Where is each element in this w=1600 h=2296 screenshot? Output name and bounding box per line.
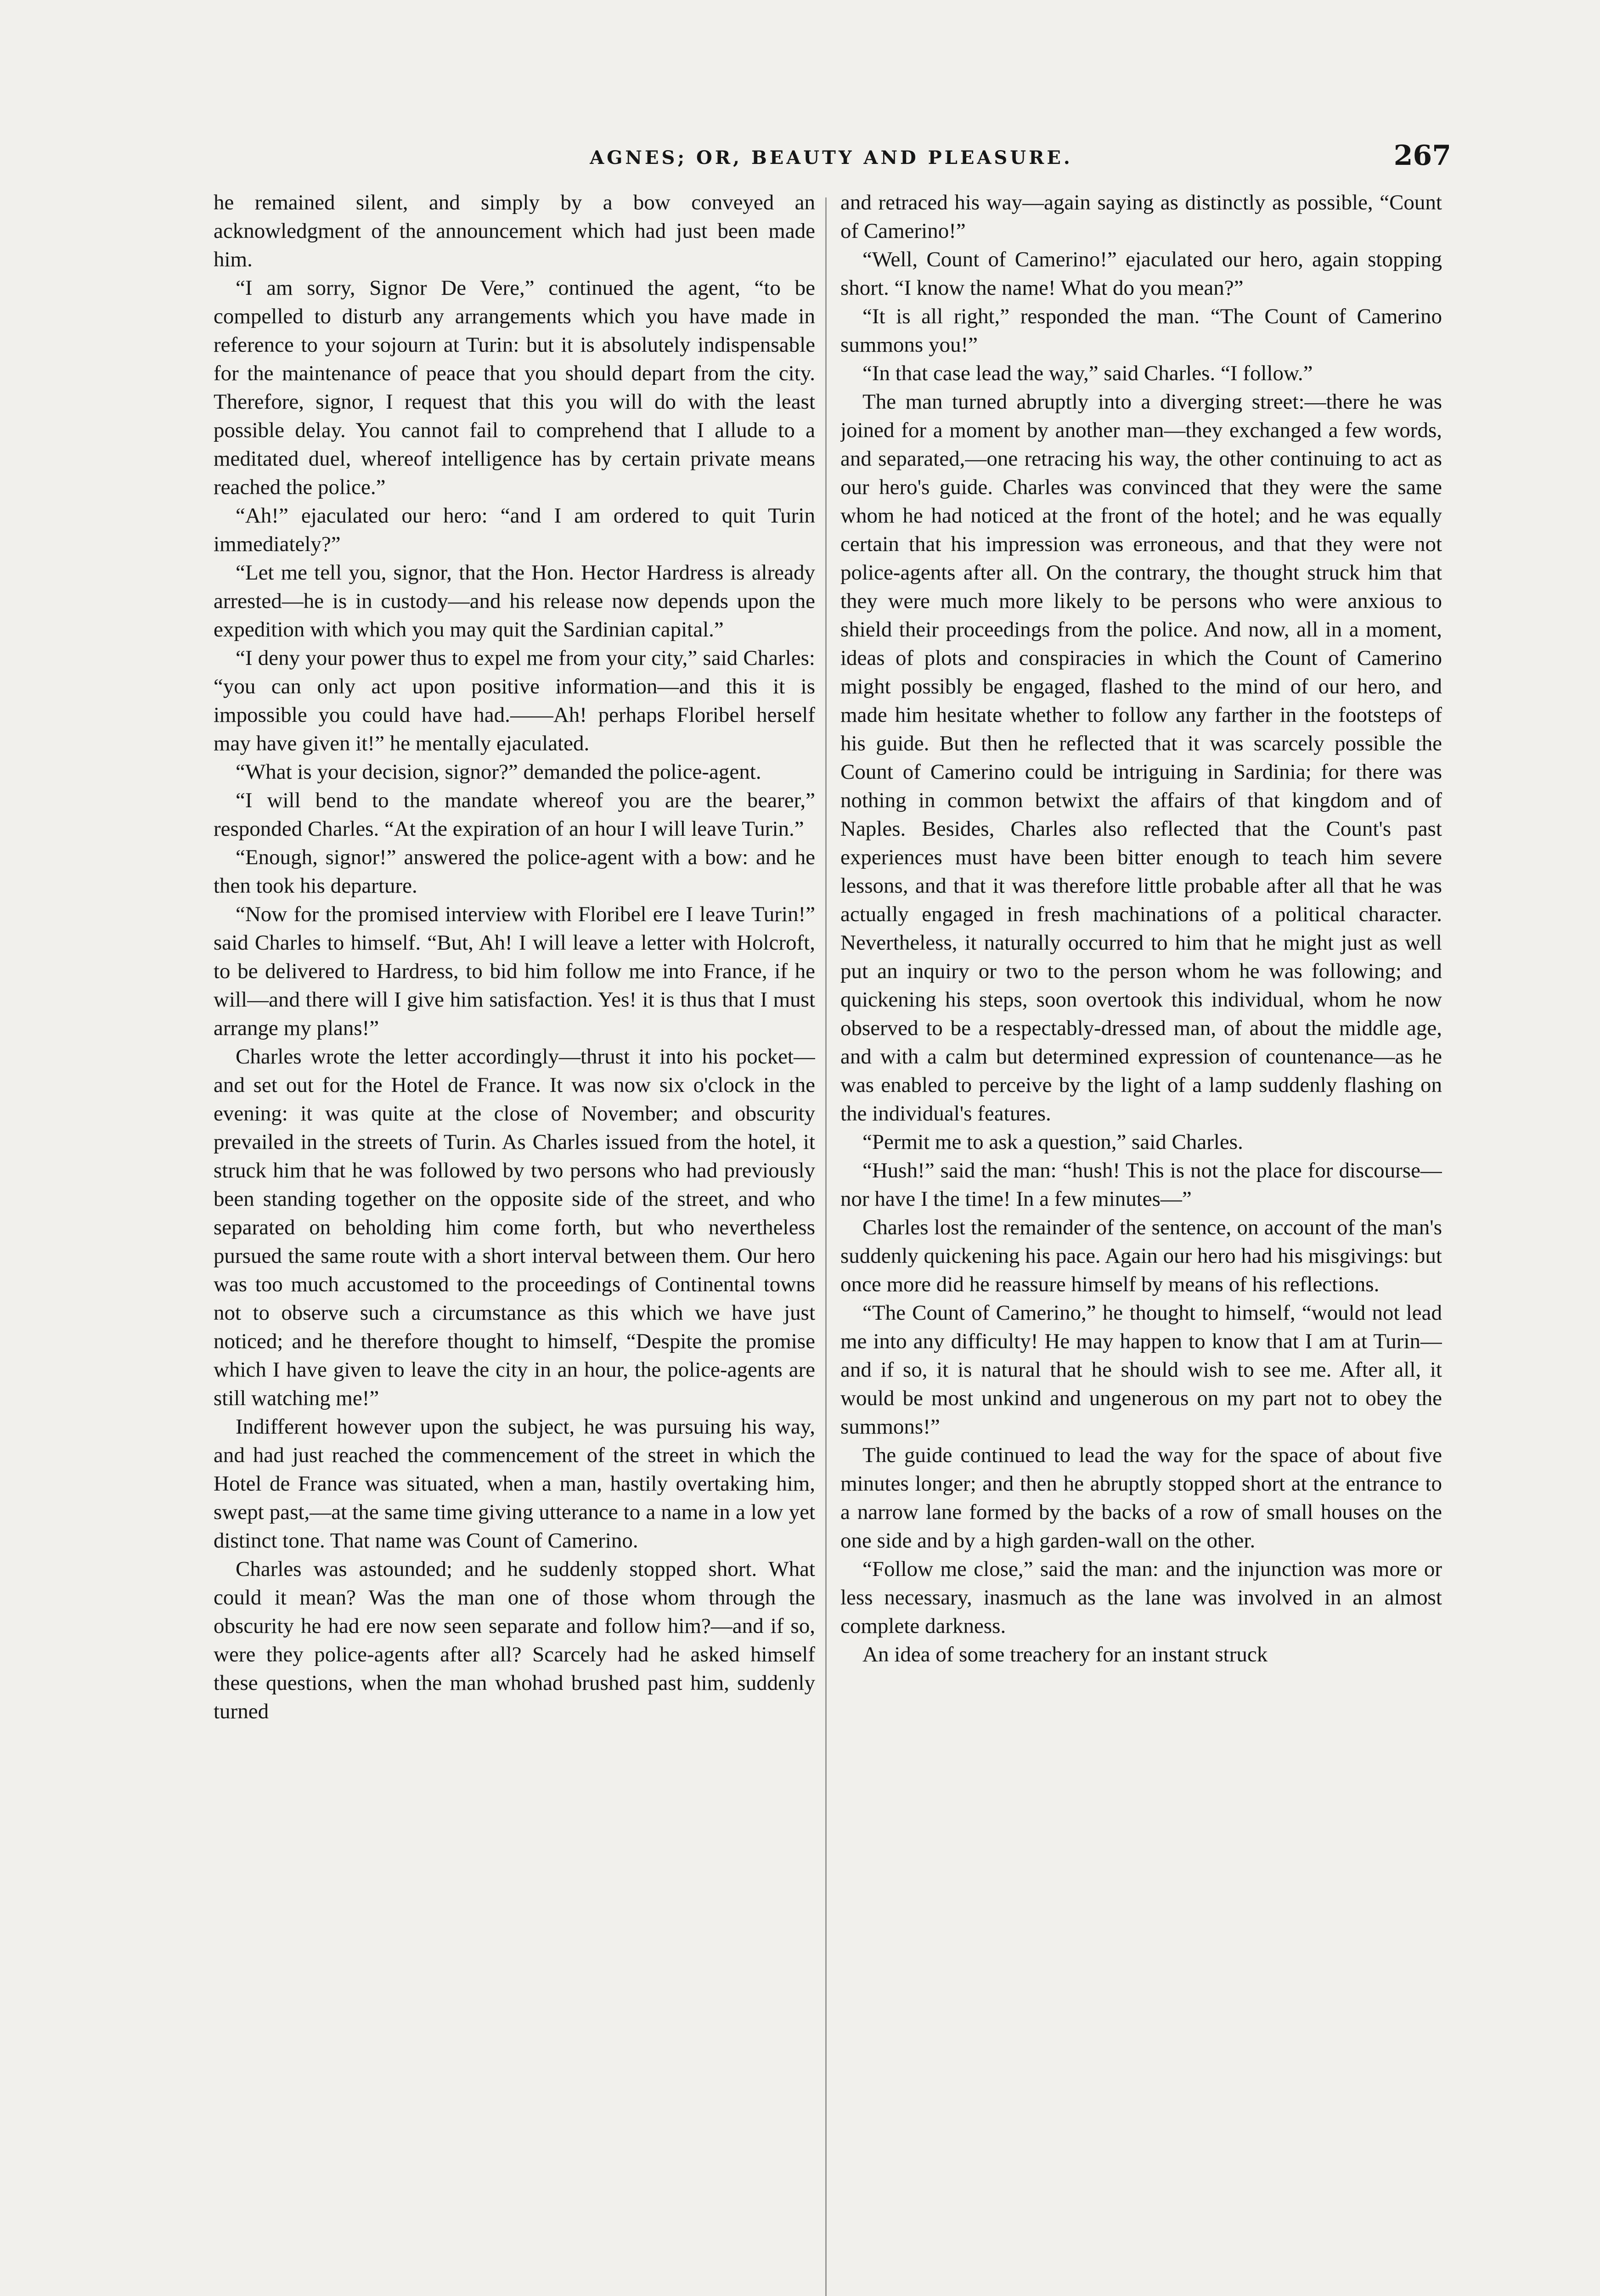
left-column	[214, 188, 815, 2296]
running-title: AGNES; OR, BEAUTY AND PLEASURE.	[590, 147, 1073, 169]
paragraph: “What is your decision, signor?” demanded the police-agent.	[236, 760, 761, 784]
paragraph: “Ah!” ejaculated our hero: “and I am ordered to quit Turin immediately?”	[214, 504, 815, 556]
column-divider	[825, 197, 827, 2296]
paragraph: Charles wrote the letter accordingly—thrust it into his pocket—and set out for the Hotel de France. It was now six o'clock in the evening: it was quite at the close of November; and obscurity prevailed in the streets of Turin. As Charles issued from the hotel, it struck him that he was followed by two persons who had previously been standing together on the opposite side of the street, and who separated on beholding him come forth, but who nevertheless pursued the same route with a short interval between them. Our hero was too much accustomed to the proceedings of Continental towns not to observe such a circumstance as this which we have just noticed; and he therefore thought to himself, “Despite the promise which I have given to leave the city in an hour, the police-agents are still watching me!”	[214, 1045, 815, 1410]
paragraph: The man turned abruptly into a diverging street:—there he was joined for a moment by another man—they exchanged a few words, and separated,—one retracing his way, the other continuing to act as our hero's guide. Charles was convinced that they were the same whom he had noticed at the front of the hotel; and he was equally certain that his impression was erroneous, and that they were not police-agents after all. On the contrary, the thought struck him that they were much more likely to be persons who were anxious to shield their proceedings from the police. And now, all in a moment, ideas of plots and conspiracies in which the Count of Camerino might possibly be engaged, flashed to the mind of our hero, and made him hesitate whether to follow any farther in the footsteps of his guide. But then he reflected that it was scarcely possible the Count of Camerino could be intriguing in Sardinia; for there was nothing in common betwixt the affairs of that kingdom and of Naples. Besides, Charles also reflected that the Count's past experiences must have been bitter enough to teach him severe lessons, and that it was therefore little probable after all that he was actually engaged in fresh machinations of a political character. Nevertheless, it naturally occurred to him that he might just as well put an inquiry or two to the person whom he was following; and quickening his steps, soon overtook this individual, whom he now observed to be a respectably-dressed man, of about the middle age, and with a calm but determined expression of countenance—as he was enabled to perceive by the light of a lamp suddenly flashing on the individual's features.	[840, 390, 1442, 1125]
right-column	[840, 188, 1442, 2296]
paragraph: An idea of some treachery for an instant struck	[862, 1643, 1268, 1666]
paragraph: he remained silent, and simply by a bow conveyed an acknowledgment of the announcement which had just been made him.	[214, 191, 815, 271]
paragraph: Indifferent however upon the subject, he was pursuing his way, and had just reached the commencement of the street in which the Hotel de France was situated, when a man, hastily overtaking him, swept past,—at the same time giving utterance to a name in a low yet distinct tone. That name was Count of Camerino.	[214, 1415, 815, 1553]
paragraph: “I will bend to the mandate whereof you are the bearer,” responded Charles. “At the expiration of an hour I will leave Turin.”	[214, 788, 815, 841]
paragraph: “Let me tell you, signor, that the Hon. Hector Hardress is already arrested—he is in custody—and his release now depends upon the expedition with which you may quit the Sardinian capital.”	[214, 561, 815, 642]
paragraph: “In that case lead the way,” said Charles. “I follow.”	[862, 361, 1313, 385]
paragraph: “I deny your power thus to expel me from your city,” said Charles: “you can only act upon positive information—and this it is impossible you could have had.——Ah! perhaps Floribel herself may have given it!” he mentally ejaculated.	[214, 646, 815, 755]
paragraph: “I am sorry, Signor De Vere,” continued the agent, “to be compelled to disturb any arrangements which you have made in reference to your sojourn at Turin: but it is absolutely indispensable for the maintenance of peace that you should depart from the city. Therefore, signor, I request that this you will do with the least possible delay. You cannot fail to comprehend that I allude to a meditated duel, whereof intelligence has by certain private means reached the police.”	[214, 276, 815, 499]
paragraph: Charles was astounded; and he suddenly stopped short. What could it mean? Was the man one of those whom through the obscurity he had ere now seen separate and follow him?—and if so, were they police-agents after all? Scarcely had he asked himself these questions, when the man whohad brushed past him, suddenly turned	[214, 1557, 815, 1723]
paragraph: “Follow me close,” said the man: and the injunction was more or less necessary, inasmuch as the lane was involved in an almost complete darkness.	[840, 1557, 1442, 1638]
paragraph: The guide continued to lead the way for the space of about five minutes longer; and then he abruptly stopped short at the entrance to a narrow lane formed by the backs of a row of small houses on the one side and by a high garden-wall on the other.	[840, 1443, 1442, 1553]
paragraph: “Hush!” said the man: “hush! This is not the place for discourse—nor have I the time! In a few minutes—”	[840, 1159, 1442, 1211]
paragraph: “Well, Count of Camerino!” ejaculated our hero, again stopping short. “I know the name! What do you mean?”	[840, 248, 1442, 300]
running-head	[211, 138, 1451, 179]
paragraph: “The Count of Camerino,” he thought to himself, “would not lead me into any difficulty! He may happen to know that I am at Turin—and if so, it is natural that he should wish to see me. After all, it would be most unkind and ungenerous on my part not to obey the summons!”	[840, 1301, 1442, 1439]
paragraph: “Enough, signor!” answered the police-agent with a bow: and he then took his departure.	[214, 845, 815, 898]
paragraph: and retraced his way—again saying as distinctly as possible, “Count of Camerino!”	[840, 191, 1442, 243]
paragraph: Charles lost the remainder of the sentence, on account of the man's suddenly quickening his pace. Again our hero had his misgivings: but once more did he reassure himself by means of his reflections.	[840, 1216, 1442, 1296]
paragraph: “Permit me to ask a question,” said Charles.	[862, 1130, 1243, 1154]
paragraph: “It is all right,” responded the man. “The Count of Camerino summons you!”	[840, 304, 1442, 357]
page-number: 267	[1393, 140, 1451, 172]
paragraph: “Now for the promised interview with Floribel ere I leave Turin!” said Charles to himself. “But, Ah! I will leave a letter with Holcroft, to be delivered to Hardress, to bid him follow me into France, if he will—and there will I give him satisfaction. Yes! it is thus that I must arrange my plans!”	[214, 902, 815, 1040]
